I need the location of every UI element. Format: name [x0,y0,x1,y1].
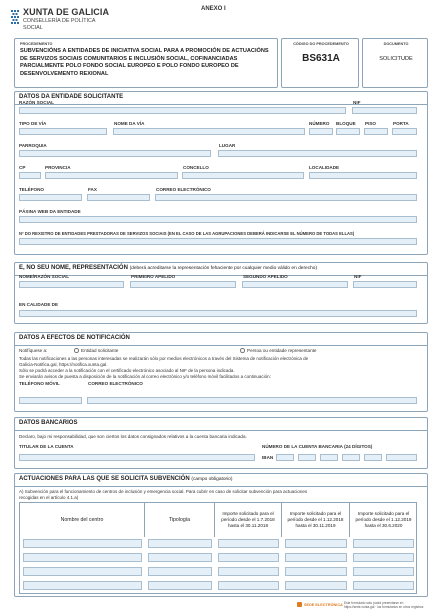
notificarase-label: Notifíquese a: [19,348,48,353]
row1-importe-2[interactable] [285,539,347,548]
document-label: DOCUMENTO [383,42,409,46]
procedure-label: PROCEDEMENTO [20,42,53,46]
cuenta-label: NÚMERO DE LA CUENTA BANCARIA (24 DÍGITOS) [262,444,373,449]
cp-label: CP [19,165,26,170]
iban-box-1[interactable] [276,454,294,461]
section-notificacion-title: DATOS A EFECTOS DE NOTIFICACIÓN [19,335,130,341]
iban-label: IBAN [262,455,274,460]
localidade-label: LOCALIDADE [309,165,340,170]
annex-title: ANEXO I [201,6,226,12]
row4-importe-3[interactable] [353,581,414,590]
tipo-via-input[interactable] [19,128,107,135]
row3-importe-2[interactable] [285,567,347,576]
section-divider [14,275,428,276]
tipo-via-label: TIPO DE VÍA [19,121,47,126]
porta-label: PORTA [393,121,409,126]
notificacion-text-1: Todas las notificaciones a las personas interesadas se realizarán sólo por medios electrónicos a través del Sistema de notificación electrónica de [19,356,309,361]
titular-label: TITULAR DE LA CUENTA [19,444,74,449]
xunta-coat-of-arms-icon [10,9,19,27]
rep-apelido1-label: PRIMEIRO APELIDO [131,274,176,279]
section-bancarios-title: DATOS BANCARIOS [19,420,78,426]
provincia-label: PROVINCIA [45,165,71,170]
org-name: XUNTA DE GALICIA [23,7,110,17]
telefono-input[interactable] [19,194,82,201]
piso-input[interactable] [364,128,388,135]
document-box [362,38,428,88]
row3-importe-1[interactable] [218,567,279,576]
actuaciones-title-main: ACTUACIONES PARA LAS QUE SE SOLICITA SUBVENCIÓN [19,476,190,482]
telefono-label: TELÉFONO [19,187,45,192]
representacion-title-main: E, NO SEU NOME, REPRESENTACIÓN [19,265,128,271]
procedure-box [14,38,278,88]
radio-entidad-solicitante[interactable] [74,348,79,353]
document-type: SOLICITUDE [379,56,413,62]
nome-via-label: NOME DA VÍA [114,121,145,126]
fax-input[interactable] [87,194,150,201]
rep-apelido2-input[interactable] [242,281,348,288]
web-input[interactable] [19,216,417,223]
lugar-input[interactable] [218,150,417,157]
iban-box-6[interactable] [386,454,417,461]
procedure-code: BS631A [302,53,340,64]
row1-nombre[interactable] [23,539,142,548]
piso-label: PISO [365,121,376,126]
cp-input[interactable] [19,172,41,179]
movil-input[interactable] [19,397,82,404]
web-label: PÁXINA WEB DA ENTIDADE [19,209,81,214]
provincia-input[interactable] [45,172,178,179]
dept-line-2: SOCIAL [23,25,43,31]
representacion-title-sub: (deberá acreditarse la representación fehaciente por cualquier medio válido en derecho) [129,266,318,271]
concello-input[interactable] [182,172,304,179]
actuaciones-title-sub: (campo obligatorio) [191,477,233,482]
fax-label: FAX [88,187,97,192]
localidade-input[interactable] [309,172,417,179]
section-representacion-title [19,265,317,271]
section-divider [14,345,428,346]
actuaciones-table [19,502,417,594]
bloque-input[interactable] [336,128,360,135]
row1-importe-3[interactable] [353,539,414,548]
section-divider [14,486,428,487]
rep-apelido1-input[interactable] [130,281,236,288]
rep-calidade-label: EN CALIDADE DE [19,302,59,307]
row4-importe-1[interactable] [218,581,279,590]
correo-label: CORREO ELECTRÓNICO [156,187,211,192]
bancarios-text: Declaro, bajo mi responsabilidad, que son ciertos los datos consignados relativos a la cuenta bancaria indicada. [19,434,247,439]
lugar-label: LUGAR [219,143,236,148]
notif-correo-input[interactable] [87,397,417,404]
sede-label: SEDE ELECTRÓNICA [304,602,343,607]
iban-box-5[interactable] [364,454,382,461]
row4-tipologia[interactable] [148,581,212,590]
porta-input[interactable] [392,128,417,135]
section-actuaciones-title [19,476,232,482]
dept-line-1: CONSELLERÍA DE POLÍTICA [23,18,96,24]
actuaciones-text-2: recogidas en el artículo 4.1.a) [19,495,79,500]
nif-label: NIF [353,100,361,105]
col-header-importe-2: Importe solicitado para el período desde el 1.12.2018 hasta el 30.11.2019 [282,503,350,537]
row2-tipologia[interactable] [148,553,212,562]
nif-input[interactable] [352,107,417,114]
row2-importe-2[interactable] [285,553,347,562]
row4-importe-2[interactable] [285,581,347,590]
row3-nombre[interactable] [23,567,142,576]
row1-importe-1[interactable] [218,539,279,548]
nome-via-input[interactable] [113,128,305,135]
bloque-label: BLOQUE [336,121,356,126]
parroquia-label: PARROQUIA [19,143,47,148]
row3-importe-3[interactable] [353,567,414,576]
numero-input[interactable] [309,128,333,135]
row1-tipologia[interactable] [148,539,212,548]
registro-label: Nº DO REXISTRO DE ENTIDADES PRESTADORAS DE SERVIZOS SOCIAIS (EN EL CASO DE LAS AGRUPACIONES DEBERÁ INDICARSE EL NÚMERO DE TODAS ELLAS) [19,231,355,236]
row2-importe-3[interactable] [353,553,414,562]
numero-label: NÚMERO [309,121,330,126]
logo [10,9,19,27]
section-divider [14,104,428,105]
titular-input[interactable] [19,454,255,461]
razon-social-input[interactable] [19,107,346,114]
correo-input[interactable] [155,194,417,201]
iban-box-2[interactable] [298,454,316,461]
radio-representante-label: Persoa ou entidade representante [247,348,317,353]
parroquia-input[interactable] [19,150,211,157]
footer-note: Este formulario sólo podrá presentarse en https://sede.xunta.gal · los formularios en otros registros [344,601,424,609]
notificacion-text-4: Se enviarán avisos de puesta a disposición de la notificación al correo electrónico y/o teléfono móvil facilitados a continuación: [19,374,271,379]
rep-nif-label: NIF [354,274,362,279]
razon-social-label: RAZÓN SOCIAL [19,100,54,105]
row2-importe-1[interactable] [218,553,279,562]
section-divider [14,430,428,431]
movil-label: TELÉFONO MÓVIL [19,381,60,386]
actuaciones-text-1: A) Subvención para el funcionamiento de centros de inclusión y emergencia social. Para cubrir en caso de solicitar subvención para actuaciones [19,489,308,494]
procedure-code-box [281,38,359,88]
concello-label: CONCELLO [183,165,209,170]
rep-calidade-input[interactable] [19,310,417,317]
rep-nif-input[interactable] [353,281,417,288]
notificacion-text-3: Sólo se podrá acceder a la notificación con el certificado electrónico asociado al NIF de la persona indicada. [19,368,235,373]
iban-box-3[interactable] [320,454,338,461]
rep-apelido2-label: SEGUNDO APELIDO [243,274,288,279]
rep-nome-input[interactable] [19,281,124,288]
row4-nombre[interactable] [23,581,142,590]
procedure-title: SUBVENCIÓNS A ENTIDADES DE INICIATIVA SOCIAL PARA A PROMOCIÓN DE ACTUACIÓNS DE SERVIZOS SOCIAIS COMUNITARIOS E INCLUSIÓN SOCIAL, COFINANCIADAS PARCIALMENTE POLO FONDO SOCIAL EUROPEO E POLO FONDO EUROPEO DE DESENVOLVEMENTO REXIONAL [20,48,269,77]
notificacion-text-2: Galicia-Notifica.gal, https://notifica.xunta.gal. [19,362,108,367]
sede-badge [297,602,343,607]
row3-tipologia[interactable] [148,567,212,576]
col-header-tipologia: Tipología [145,503,215,537]
row2-nombre[interactable] [23,553,142,562]
procedure-code-label: CÓDIGO DO PROCEDEMENTO [293,42,349,46]
col-header-importe-1: Importe solicitado para el período desde el 1.7.2018 hasta el 30.11.2018 [215,503,282,537]
sede-icon [297,602,302,607]
iban-box-4[interactable] [342,454,360,461]
col-header-importe-3: Importe solicitado para el período desde el 1.12.2019 hasta el 30.6.2020 [355,511,412,528]
radio-representante[interactable] [240,348,245,353]
radio-entidad-solicitante-label: Entidad solicitante [81,348,119,353]
section-solicitante-title: DATOS DA ENTIDADE SOLICITANTE [19,94,124,100]
notif-correo-label: CORREO ELECTRÓNICO [88,381,143,386]
registro-input[interactable] [19,238,417,245]
rep-nome-label: NOME/RAZÓN SOCIAL [19,274,70,279]
col-header-nombre: Nombre del centro [20,503,145,537]
